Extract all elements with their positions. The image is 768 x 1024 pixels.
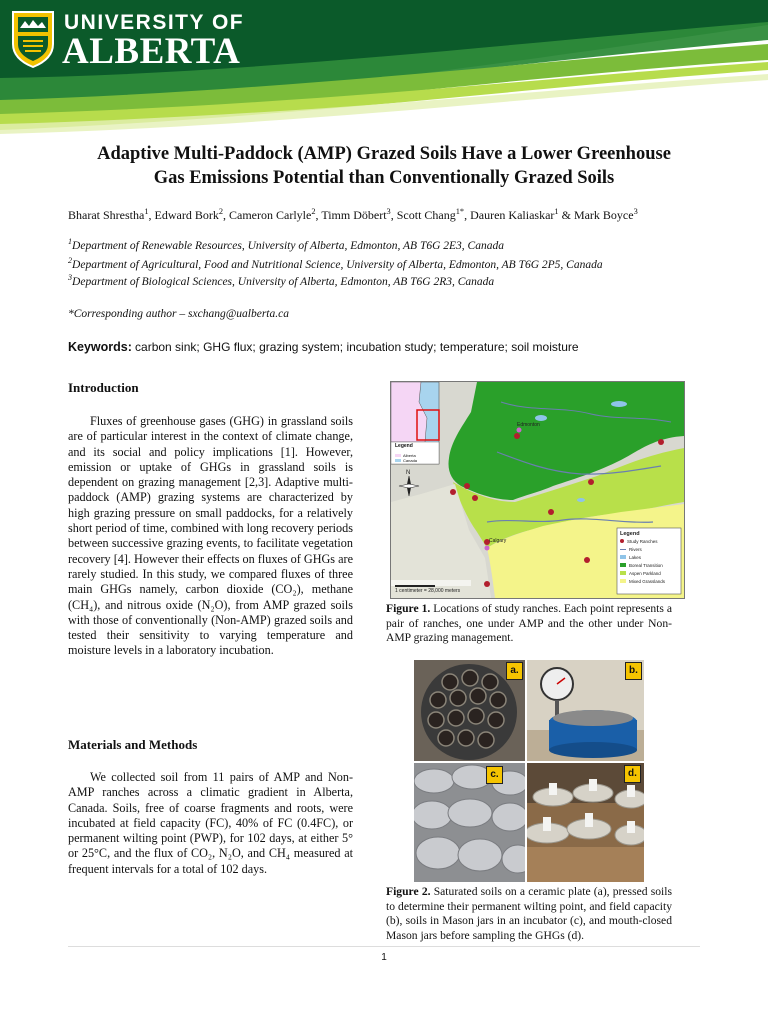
author-sup: 3 — [633, 207, 638, 216]
map-legend-title: Legend — [620, 531, 640, 537]
figure-2-caption — [386, 885, 672, 943]
inset-legend-item: Canada — [403, 458, 418, 463]
methods-paragraph: We collected soil from 11 pairs of AMP and Non-AMP ranches across a climatic gradient in Alberta, Canada. Soils, free of coarse fragments and roots, were incubated at field capacity (FC), 40% of FC (0.4FC), or permanent wilting point (PWP), for 102 days, at either 5° or 25°C, and the flux of CO₂, N₂O, and CH₄ measured at frequent intervals for a total of 102 days. — [68, 770, 353, 876]
intro-heading: Introduction — [68, 380, 139, 395]
university-crest-icon — [11, 10, 55, 68]
inset-legend-title: Legend — [395, 443, 413, 449]
swatch-aspen — [620, 571, 626, 575]
figure-1-caption — [386, 602, 672, 646]
legend-item-study-ranches: Study Ranches — [620, 538, 665, 546]
footer-divider — [68, 946, 700, 947]
university-of-text: UNIVERSITY OF — [64, 11, 245, 34]
photo-tag-c: c. — [486, 766, 503, 784]
corresponding-author: *Corresponding author – sxchang@ualberta.ca — [68, 308, 289, 320]
swatch-rivers — [620, 549, 626, 550]
study-map-figure — [390, 381, 685, 599]
author: Mark Boyce — [573, 208, 634, 222]
photo-d — [527, 763, 644, 882]
photo-b — [527, 660, 644, 761]
author: Dauren Kaliaskar — [470, 208, 555, 222]
swatch-grassland — [620, 579, 626, 583]
affiliation-3: $^3$Department of Biological Sciences, University of Alberta, Edmonton, AB T6G 2R3, Canada — [68, 273, 495, 288]
photo-tag-b: b. — [625, 662, 642, 680]
legend-item-rivers: Rivers — [620, 546, 665, 554]
author: Scott Chang — [396, 208, 456, 222]
figure-2-label: Figure 2. — [386, 885, 431, 898]
scale-bar-text: 1 centimeter = 28,000 meters — [395, 588, 461, 594]
header-banner — [0, 0, 768, 135]
university-name: ALBERTA — [62, 31, 241, 72]
author-sup: 1* — [455, 207, 465, 216]
intro-paragraph: Fluxes of greenhouse gases (GHG) in grassland soils are of particular interest in the context of climate change, and its social and policy implications [1]. However, emission or uptake of GHGs in grassland soils is dependent on grazing management [2,3]. Adaptive multi-paddock (AMP) grazing systems are characterized by high grazing pressure on small paddocks, for a relatively short period of time, combined with long recovery periods between successive grazing events, to facilitate vegetation recovery [4]. However their effects on fluxes of GHGs are rarely studied. In this study, we compared fluxes of three main GHGs namely, carbon dioxide (CO₂), methane (CH₄), and nitrous oxide (N₂O), from AMP grazed soils with those of conventionally (Non-AMP) grazed soils and tested their sensitivity to varying temperature and moisture levels in a laboratory incubation. — [68, 414, 353, 658]
swatch-study-ranches — [620, 539, 624, 543]
author-sup: 1 — [144, 207, 149, 216]
page-number: 1 — [381, 952, 387, 963]
keywords-text: carbon sink; GHG flux; grazing system; incubation study; temperature; soil moisture — [135, 340, 579, 354]
legend-item-boreal: Boreal Transition — [620, 562, 665, 570]
author-sup: 1 — [554, 207, 559, 216]
title-line-2: Gas Emissions Potential than Conventionally Grazed Soils — [153, 168, 615, 188]
photo-tag-d: d. — [624, 765, 641, 783]
photo-c — [414, 763, 525, 882]
figure-2-text: Saturated soils on a ceramic plate (a), pressed soils to determine their permanent wilting point, and field capacity (b), soils in Mason jars in an incubator (c), and mouth-closed Mason jars before sampling the GHGs (d). — [386, 885, 672, 942]
author-sup: 2 — [218, 207, 224, 216]
paper-title — [40, 142, 728, 190]
map-legend — [620, 530, 665, 586]
city-label-calgary: Calgary — [489, 538, 507, 544]
photo-a — [414, 660, 525, 761]
figure-1-text: Locations of study ranches. Each point represents a pair of ranches, one under AMP and the other under Non-AMP grazing management. — [386, 602, 672, 644]
author: Edward Bork — [154, 208, 219, 222]
author-sup: 2 — [311, 207, 316, 216]
author-list: Bharat Shrestha$^1$, Edward Bork$^2$, Cameron Carlyle$^2$, Timm Döbert$^3$, Scott Chang$^{1*}$, Dauren Kaliaskar$^1$ & Mark Boyce$^3$ — [68, 207, 638, 222]
affiliation-2: $^2$Department of Agricultural, Food and Nutritional Science, University of Alberta, Edmonton, AB T6G 2P5, Canada — [68, 256, 603, 271]
north-arrow-label: N — [406, 470, 411, 476]
keywords-label: Keywords: — [68, 340, 132, 354]
photo-tag-a: a. — [506, 662, 523, 680]
keywords-line — [68, 340, 579, 355]
methods-heading: Materials and Methods — [68, 737, 198, 752]
figure-1-label: Figure 1. — [386, 602, 431, 615]
affiliation-1: $^1$Department of Renewable Resources, University of Alberta, Edmonton, AB T6G 2E3, Canada — [68, 237, 504, 252]
author: Timm Döbert — [321, 208, 387, 222]
legend-item-grassland: Mixed Grasslands — [620, 578, 665, 586]
figure-2-photos — [414, 660, 644, 882]
author: Cameron Carlyle — [229, 208, 312, 222]
city-label-edmonton: Edmonton — [517, 422, 540, 428]
title-line-1: Adaptive Multi-Paddock (AMP) Grazed Soils Have a Lower Greenhouse — [97, 144, 671, 164]
legend-item-lakes: Lakes — [620, 554, 665, 562]
legend-item-aspen: Aspen Parkland — [620, 570, 665, 578]
inset-legend-item: Alberta — [403, 453, 416, 458]
author: Bharat Shrestha — [68, 208, 145, 222]
author-sup: 3 — [386, 207, 391, 216]
swatch-boreal — [620, 563, 626, 567]
swatch-lakes — [620, 555, 626, 559]
